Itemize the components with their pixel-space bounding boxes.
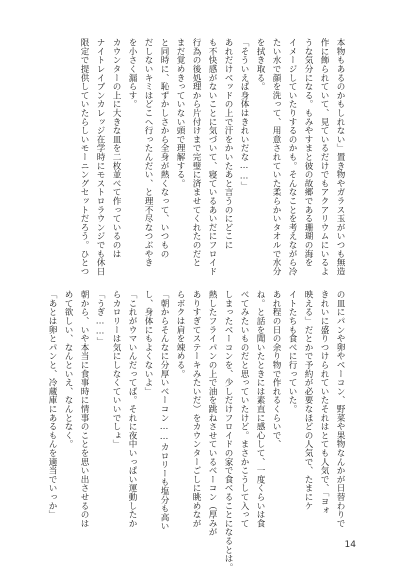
text-column: 「うぎ……」 (95, 290, 105, 346)
text-column: イトたちも食べに行っていた。 (287, 290, 297, 414)
text-column: 「あとは卵とパンと、冷蔵庫にあるもんを適当でいっか」 (47, 290, 57, 519)
text-column: らボクは肩を竦める。 (175, 290, 185, 378)
text-column: めて欲しい、なんといえ、なんとなく。 (63, 290, 73, 449)
page-number: 14 (344, 540, 356, 550)
text-column: も不快感がないことに気づいて、寝ているあいだにフロイド (207, 38, 217, 276)
text-column: と同時に、恥ずかしさから全身が熱くなって、いつもの (159, 38, 169, 258)
text-column: 「これがウマいんだってば。それに夜中いっぱい運動したか (127, 290, 137, 528)
text-column: し、身体にもよくないよ」 (143, 290, 153, 396)
text-column: ありすぎてステーキみたいだ）をカウンターごしに眺めなが (191, 290, 201, 528)
text-column: の皿にパンや卵やベーコン、野菜や果物なんかが日替わりで (335, 290, 345, 528)
text-column: だしないキミはどこへ行ったんだい、と理不尽なつぶやき (143, 38, 153, 267)
text-column: しまったベーコンを、少しだけフロイドの家で食べることになるとは。 (223, 290, 233, 572)
text-column: あれ程の日の余り物で作れるくらいで、 (271, 290, 281, 449)
text-column: 行為の後処理から片付けまで完璧に済ませてくれたのだと (191, 38, 201, 267)
text-column: を拭き取る。 (255, 38, 265, 91)
text-column: あれだけベッドの上で汗をかいたあと言うのにどこに (223, 38, 233, 250)
text-column: 限定で提供していたらしいモーニングセットだろう。ひとつ (79, 38, 89, 276)
text-column: を小さく漏らす。 (127, 38, 137, 109)
text-block-bottom (40, 290, 348, 572)
text-column: 本物もあるのかもしれない」置き物やガラス玉がいつも無造 (335, 38, 345, 276)
text-column: きれいに盛りつけられていたそれはとても人気で、「ヨォ (319, 290, 329, 515)
text-column: 「そういえば身体はきれいだな……」 (239, 38, 249, 191)
text-column: らカロリーは気にしなくていいでしょ」 (111, 290, 121, 449)
text-column: 「朝からそんなに分厚いベーコン……カロリーも塩分も高い (159, 290, 169, 531)
text-block-top (40, 38, 348, 276)
text-column: 作に飾られていて、見ているだけでもアクアリウムにいるよ (319, 38, 329, 276)
text-column: たい水で顔を洗って、用意されていた柔らかいタオルで水分 (271, 38, 281, 276)
text-column: イメージしていたりするのかも。そんなことを考えながら冷 (287, 38, 297, 276)
text-column: ね。と話を聞いたときには素直に感心して、一度くらいは食 (255, 290, 265, 528)
text-column: べてみたいものだと思っていたけど。まさかこうして入って (239, 290, 249, 528)
text-column: まだ覚めきっていない頭で理解する。 (175, 38, 185, 188)
text-column: うな気分になる。もみやすまと彼の故郷である珊瑚の海を (303, 38, 313, 267)
text-column: 熱したフライパンの上で油を跳ねさせているベーコン（厚みが (207, 290, 217, 537)
text-column: カウンターの上に大きな皿を二枚並べて作っているのは (111, 38, 121, 258)
text-column: ナイトレイブンカレッジ在学時にモストロラウンジでも休日 (95, 38, 105, 276)
text-column: 映える」だとかで予約が必要なほどの人気で、たまにケ (303, 290, 313, 510)
text-column: 朝から、いや本当に食事時に情事のことを思い出させるのは (79, 290, 89, 528)
